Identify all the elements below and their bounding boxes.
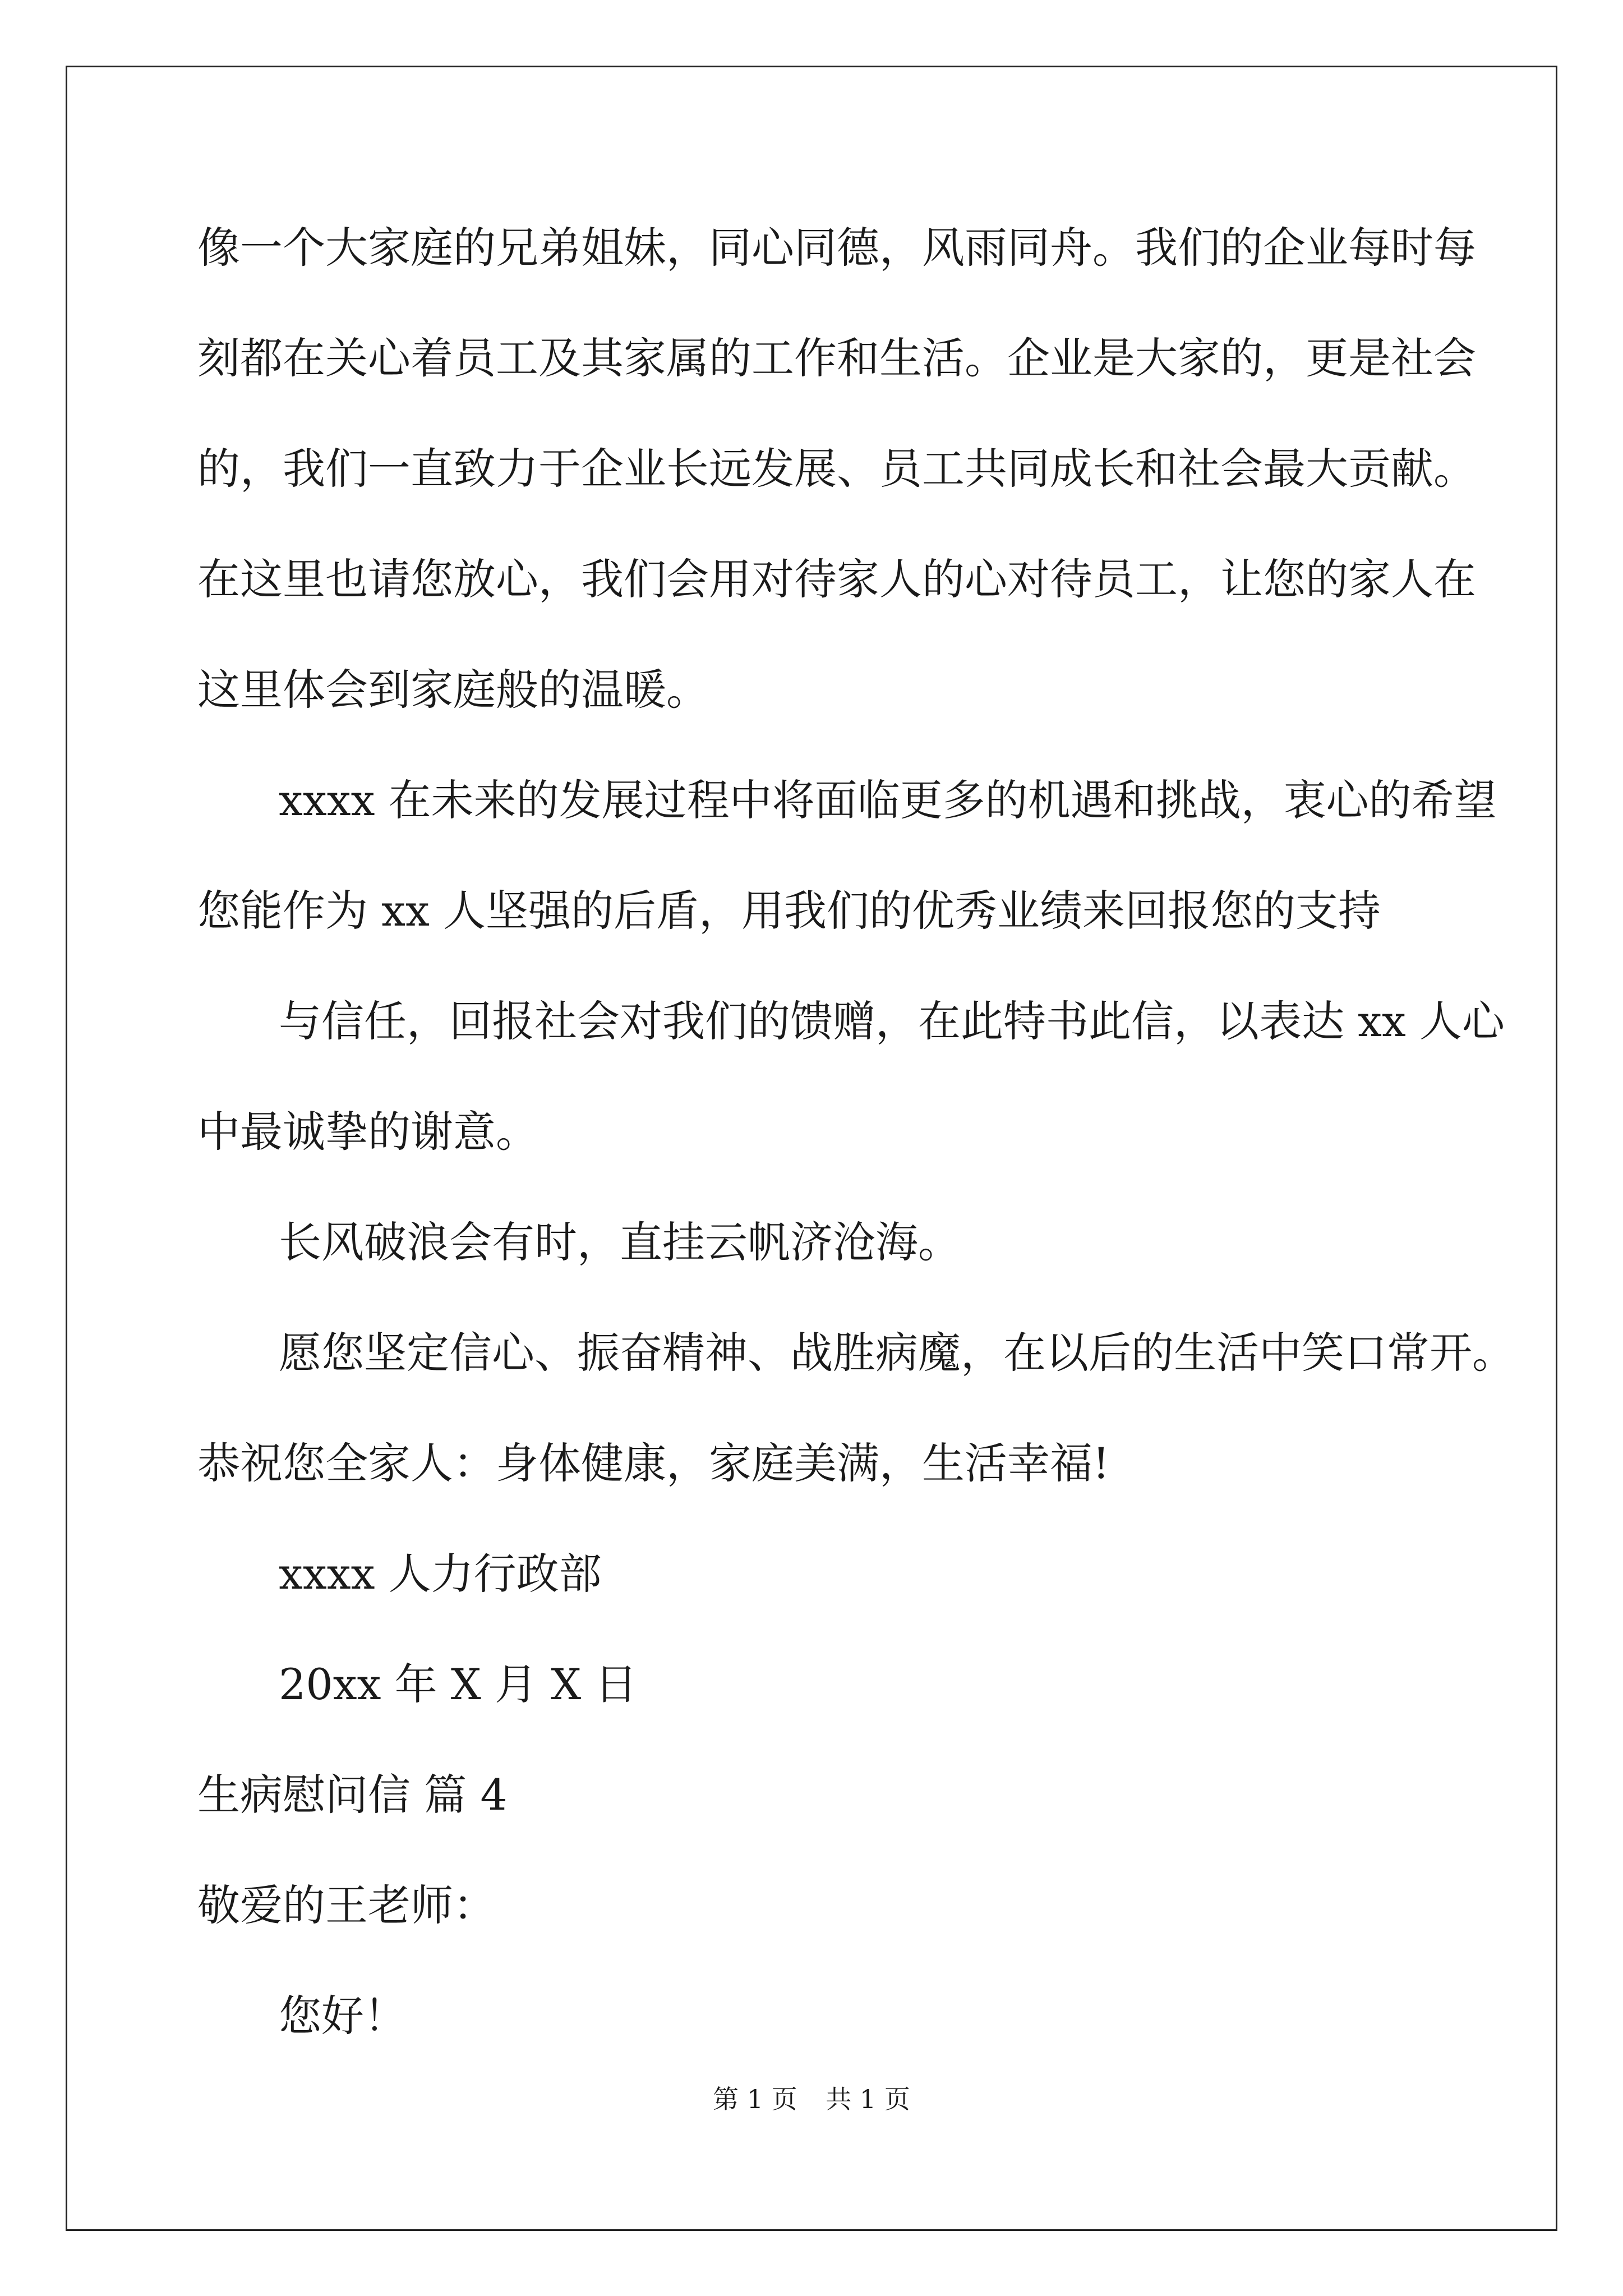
signature-department: xxxx 人力行政部 xyxy=(279,1549,602,1599)
text-line: 愿您坚定信心、振奋精神、战胜病魔，在以后的生活中笑口常开。 xyxy=(279,1328,1515,1378)
salutation: 敬爱的王老师： xyxy=(197,1880,496,1930)
page-footer xyxy=(0,2082,1623,2116)
text-line: 的，我们一直致力于企业长远发展、员工共同成长和社会最大贡献。 xyxy=(197,444,1476,494)
text-line: 长风破浪会有时，直挂云帆济沧海。 xyxy=(279,1217,961,1267)
text-line: 刻都在关心着员工及其家属的工作和生活。企业是大家的，更是社会 xyxy=(197,333,1476,383)
page-number-current: 第 1 页 xyxy=(713,2084,797,2114)
text-line: 与信任，回报社会对我们的馈赠，在此特书此信，以表达 xx 人心 xyxy=(279,996,1505,1046)
page-number-total: 共 1 页 xyxy=(826,2084,910,2114)
text-line: 中最诚挚的谢意。 xyxy=(197,1107,538,1157)
text-line: 您能作为 xx 人坚强的后盾，用我们的优秀业绩来回报您的支持 xyxy=(197,886,1381,936)
text-line: 在这里也请您放心，我们会用对待家人的心对待员工，让您的家人在 xyxy=(197,554,1476,604)
text-line: 这里体会到家庭般的温暖。 xyxy=(197,665,709,715)
signature-date: 20xx 年 X 月 X 日 xyxy=(279,1659,638,1709)
greeting: 您好！ xyxy=(279,1991,407,2041)
text-line: xxxx 在未来的发展过程中将面临更多的机遇和挑战，衷心的希望 xyxy=(279,775,1497,825)
text-line: 恭祝您全家人：身体健康，家庭美满，生活幸福! xyxy=(197,1438,1110,1488)
text-line: 像一个大家庭的兄弟姐妹，同心同德，风雨同舟。我们的企业每时每 xyxy=(197,223,1476,273)
section-heading: 生病慰问信 篇 4 xyxy=(197,1770,508,1820)
